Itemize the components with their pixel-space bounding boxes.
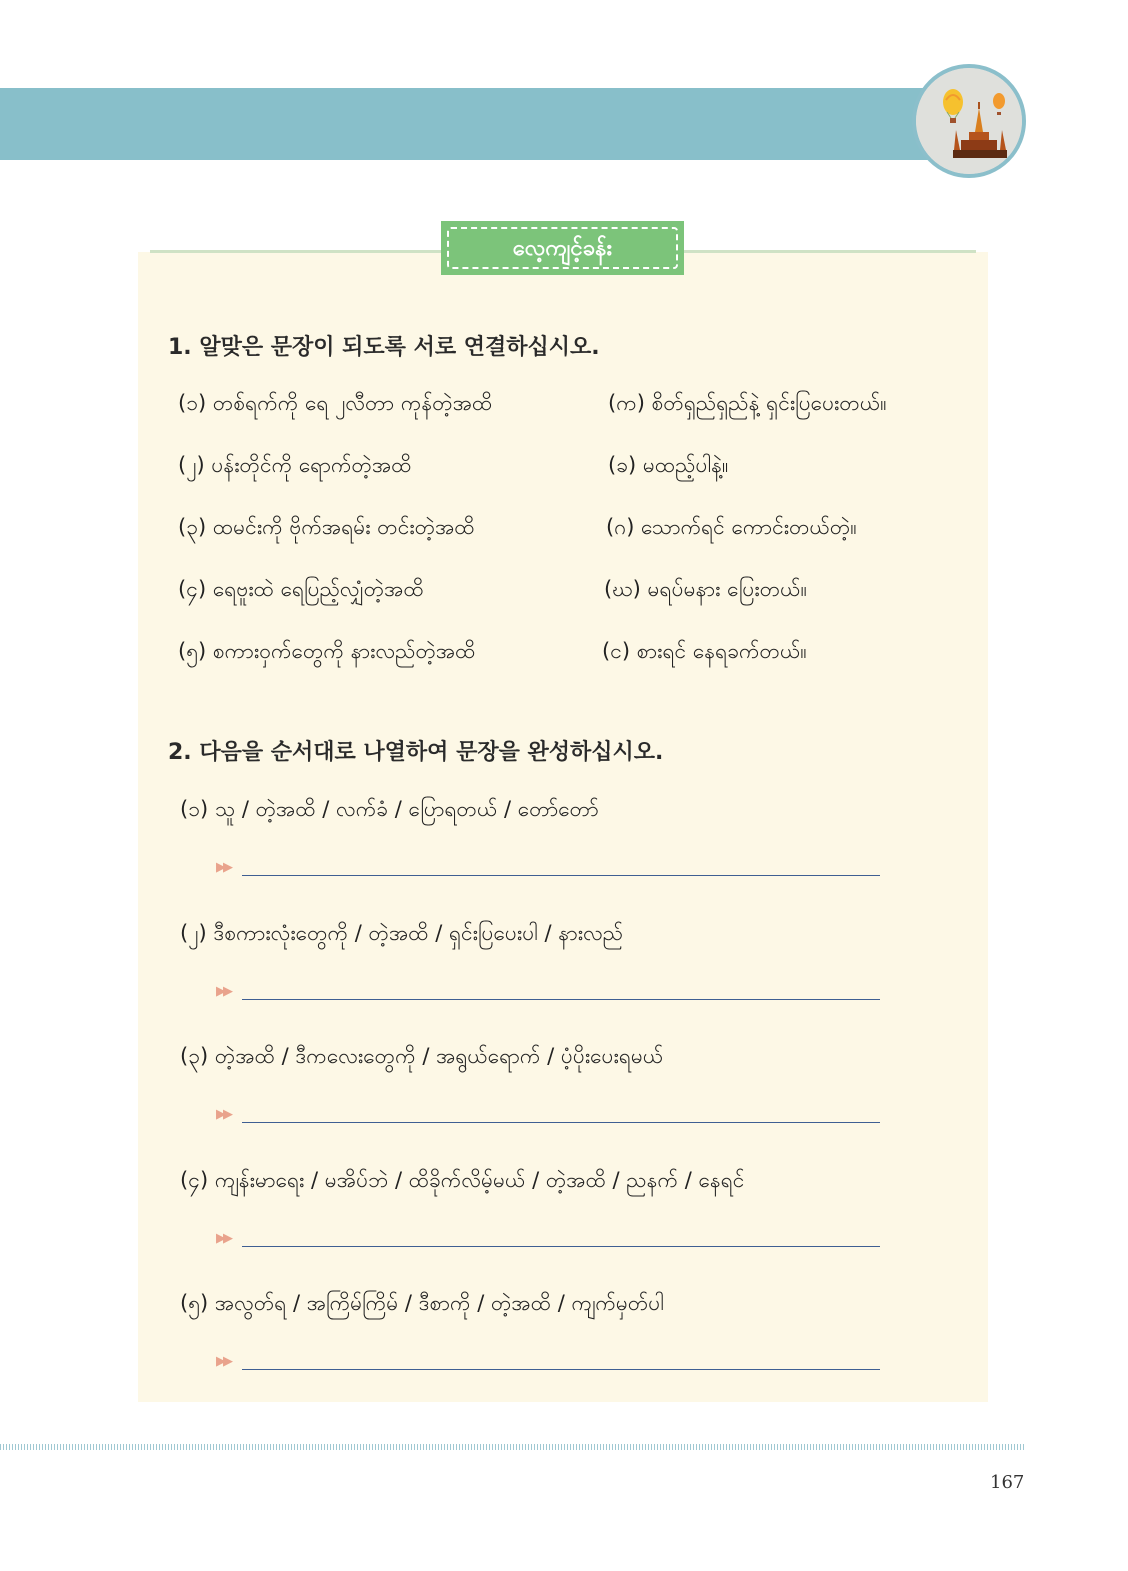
match-left-item: (၄) ရေဗူးထဲ ရေပြည့်လျှံတဲ့အထိ	[178, 577, 424, 601]
question-2-heading: 2. 다음을 순서대로 나열하여 문장을 완성하십시오.	[168, 740, 664, 765]
exercise-panel	[138, 252, 988, 1402]
answer-arrow-icon: ▶▶	[216, 860, 230, 875]
header-band	[0, 88, 960, 160]
reorder-prompt: (၃) တဲ့အထိ / ဒီကလေးတွေကို / အရွယ်ရောက် / ပံ့ပိုးပေးရမယ်	[180, 1044, 664, 1068]
answer-arrow-icon: ▶▶	[216, 984, 230, 999]
match-left-item: (၂) ပန်းတိုင်ကို ရောက်တဲ့အထိ	[178, 453, 412, 477]
exercise-title: လေ့ကျင့်ခန်း	[512, 236, 613, 261]
exercise-title-tag	[441, 221, 684, 275]
match-right-item: (ဂ) သောက်ရင် ကောင်းတယ်တဲ့။	[606, 515, 857, 539]
reorder-prompt: (၂) ဒီစကားလုံးတွေကို / တဲ့အထိ / ရှင်းပြပေးပါ / နားလည်	[180, 921, 624, 945]
match-right-item: (ဃ) မရပ်မနား ပြေးတယ်။	[604, 577, 807, 601]
question-1-heading: 1. 알맞은 문장이 되도록 서로 연결하십시오.	[168, 335, 600, 360]
answer-arrow-icon: ▶▶	[216, 1107, 230, 1122]
footer-divider	[0, 1444, 1026, 1450]
reorder-prompt: (၅) အလွတ်ရ / အကြိမ်ကြိမ် / ဒီစာကို / တဲ့အထိ / ကျက်မှတ်ပါ	[180, 1291, 664, 1315]
reorder-prompt: (၄) ကျန်းမာရေး / မအိပ်ဘဲ / ထိခိုက်လိမ့်မယ် / တဲ့အထိ / ညနက် / နေရင်	[180, 1168, 745, 1192]
pagoda-balloon-icon	[912, 64, 1026, 178]
answer-line[interactable]	[242, 999, 880, 1000]
answer-line[interactable]	[242, 1246, 880, 1247]
match-right-item: (င) စားရင် နေရခက်တယ်။	[602, 639, 807, 663]
page-number: 167	[990, 1472, 1025, 1493]
answer-line[interactable]	[242, 1122, 880, 1123]
answer-arrow-icon: ▶▶	[216, 1231, 230, 1246]
match-left-item: (၁) တစ်ရက်ကို ရေ ၂လီတာ ကုန်တဲ့အထိ	[178, 391, 493, 415]
match-right-item: (က) စိတ်ရှည်ရှည်နဲ့ ရှင်းပြပေးတယ်။	[608, 391, 887, 415]
reorder-prompt: (၁) သူ / တဲ့အထိ / လက်ခံ / ပြောရတယ် / တော်တော်	[180, 797, 599, 821]
match-right-item: (ခ) မထည့်ပါနဲ့။	[608, 453, 729, 477]
match-left-item: (၅) စကားဝှက်တွေကို နားလည်တဲ့အထိ	[178, 639, 476, 663]
answer-line[interactable]	[242, 875, 880, 876]
match-left-item: (၃) ထမင်းကို ဗိုက်အရမ်း တင်းတဲ့အထိ	[178, 515, 475, 539]
answer-line[interactable]	[242, 1369, 880, 1370]
answer-arrow-icon: ▶▶	[216, 1354, 230, 1369]
